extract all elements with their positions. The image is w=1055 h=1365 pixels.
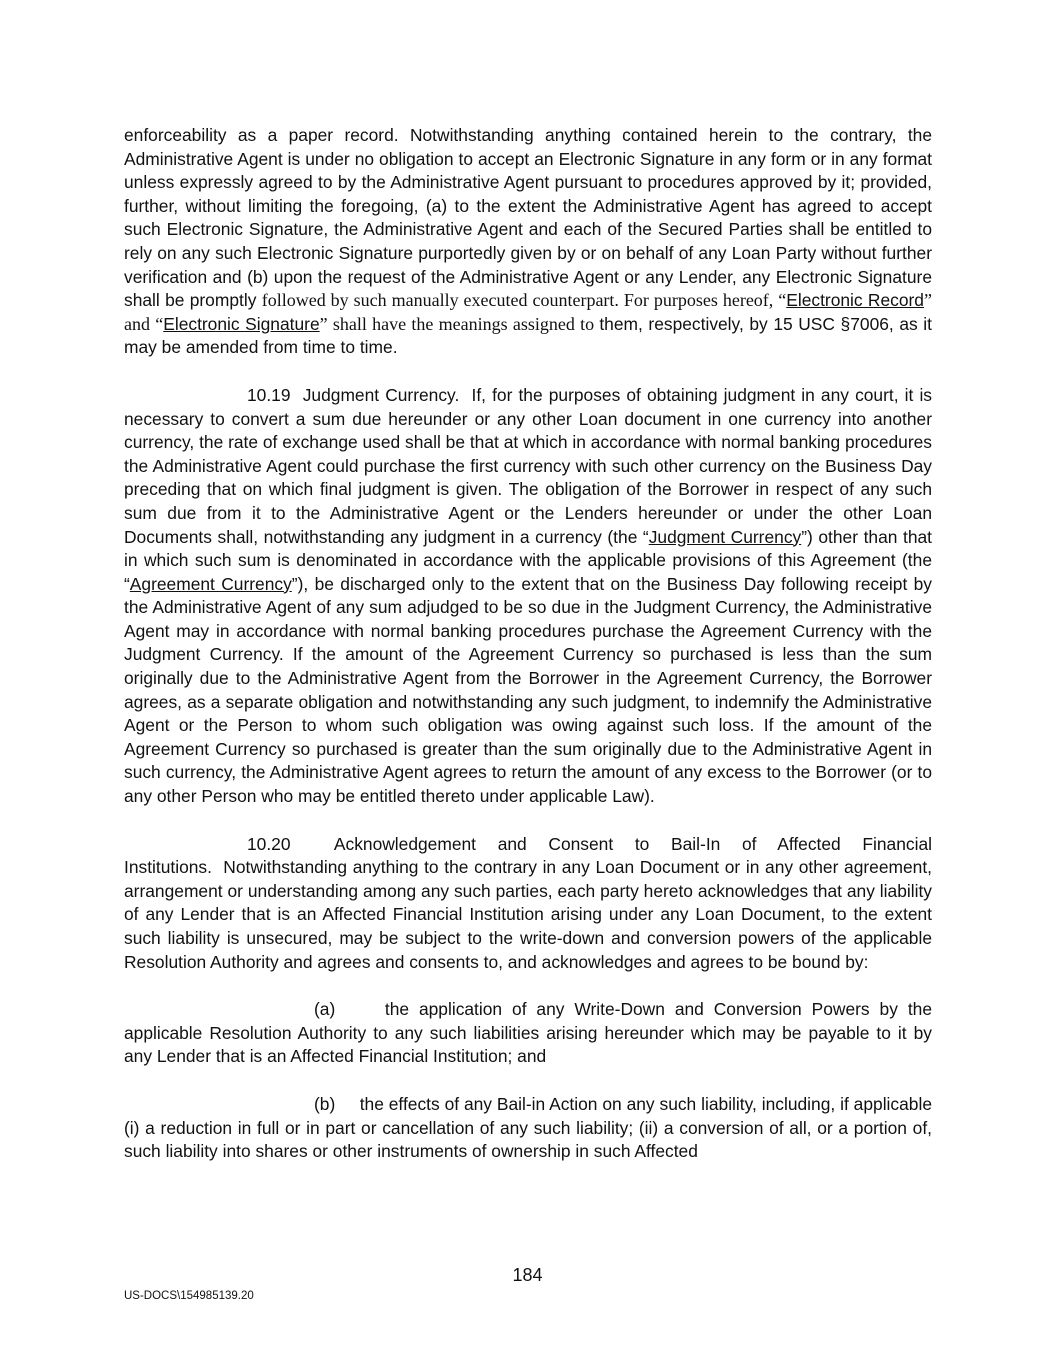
clause-a-paragraph [124, 998, 932, 1069]
continuation-serif-text: ” and “ [124, 290, 932, 334]
continuation-text: enforceability as a paper record. Notwithstanding anything contained herein to the contrary, the Administrative Agent is under no obligation to accept an Electronic Signature in any form or in any format unless expressly agreed to by the Administrative Agent pursuant to procedures approved by it; provided, further, without limiting the foregoing, (a) to the extent the Administrative Agent has agreed to accept such Electronic Signature, the Administrative Agent and each of the Secured Parties shall be entitled to rely on any such Electronic Signature purportedly given by or on behalf of any Loan Party without further verification and (b) upon the request of the Administrative Agent or any Lender, any Electronic Signature shall be promptly [124, 125, 932, 311]
section-10-20-paragraph [124, 833, 932, 975]
section-heading: Acknowledgement and Consent to Bail-In of Affected Financial Institutions. [124, 833, 932, 878]
defined-term-electronic-record: Electronic Record [786, 290, 924, 311]
clause-text: the effects of any Bail-in Action on any such liability, including, if applicable (i) a reduction in full or in part or cancellation of any such liability; (ii) a conversion of all, or a portion of, such liability into shares or other instruments of ownership in such Affected [124, 1093, 932, 1162]
section-heading: Judgment Currency. [302, 384, 460, 405]
document-page-body [124, 124, 932, 1164]
defined-term-agreement-currency: Agreement Currency [129, 573, 292, 594]
clause-text: the application of any Write-Down and Conversion Powers by the applicable Resolution Authority to any such liabilities arising hereunder which may be payable to it by any Lender that is an Affected Financial Institution; and [124, 999, 932, 1067]
continuation-paragraph [124, 124, 932, 360]
continuation-text: them, respectively, by 15 USC §7006, as it may be amended from time to time. [124, 313, 932, 358]
defined-term-electronic-signature: Electronic Signature [163, 313, 320, 334]
continuation-serif-text: ” shall have the meanings assigned to [319, 313, 600, 334]
clause-b-paragraph [124, 1093, 932, 1164]
defined-term-judgment-currency: Judgment Currency [648, 526, 802, 547]
section-10-19-paragraph [124, 384, 932, 809]
clause-label: (a) [314, 999, 336, 1020]
section-text: If, for the purposes of obtaining judgment in any court, it is necessary to convert a sum due hereunder or any other Loan document in one currency into another currency, the rate of exchange used shall be that at which in accordance with normal banking procedures the Administrative Agent could purchase the first currency with such other currency on the Business Day preceding that on which final judgment is given. The obligation of the Borrower in respect of any such sum due from it to the Administrative Agent or the Lenders hereunder or under the other Loan Documents shall, notwithstanding any judgment in a currency (the “ [124, 384, 933, 547]
document-id: US-DOCS\154985139.20 [124, 1290, 254, 1302]
section-text: ”) other than that in which such sum is denominated in accordance with the applicable provisions of this Agreement (the “ [124, 526, 932, 594]
section-text: ”), be discharged only to the extent that on the Business Day following receipt by the Administrative Agent of any sum adjudged to be so due in the Judgment Currency, the Administrative Agent may in accordance with normal banking procedures purchase the Agreement Currency with the Judgment Currency. If the amount of the Agreement Currency so purchased is less than the sum originally due to the Administrative Agent from the Borrower in the Agreement Currency, the Borrower agrees, as a separate obligation and notwithstanding any such judgment, to indemnify the Administrative Agent or the Person to whom such obligation was owing against such loss. If the amount of the Agreement Currency so purchased is greater than the sum originally due to the Administrative Agent in such currency, the Administrative Agent agrees to return the amount of any excess to the Borrower (or to any other Person who may be entitled thereto under applicable Law). [124, 573, 933, 807]
section-number: 10.19 [247, 384, 291, 405]
clause-label: (b) [314, 1093, 336, 1114]
page-number: 184 [512, 1265, 543, 1285]
section-number: 10.20 [247, 833, 291, 854]
continuation-serif-text: followed by such manually executed counterpart. For purposes hereof, “ [261, 290, 787, 311]
section-text: Notwithstanding anything to the contrary in any Loan Document or in any other agreement, arrangement or understanding among any such parties, each party hereto acknowledges that any liability of any Lender that is an Affected Financial Institution arising under any Loan Document, to the extent such liability is unsecured, may be subject to the write-down and conversion powers of the applicable Resolution Authority and agrees and consents to, and acknowledges and agrees to be bound by: [124, 857, 932, 972]
